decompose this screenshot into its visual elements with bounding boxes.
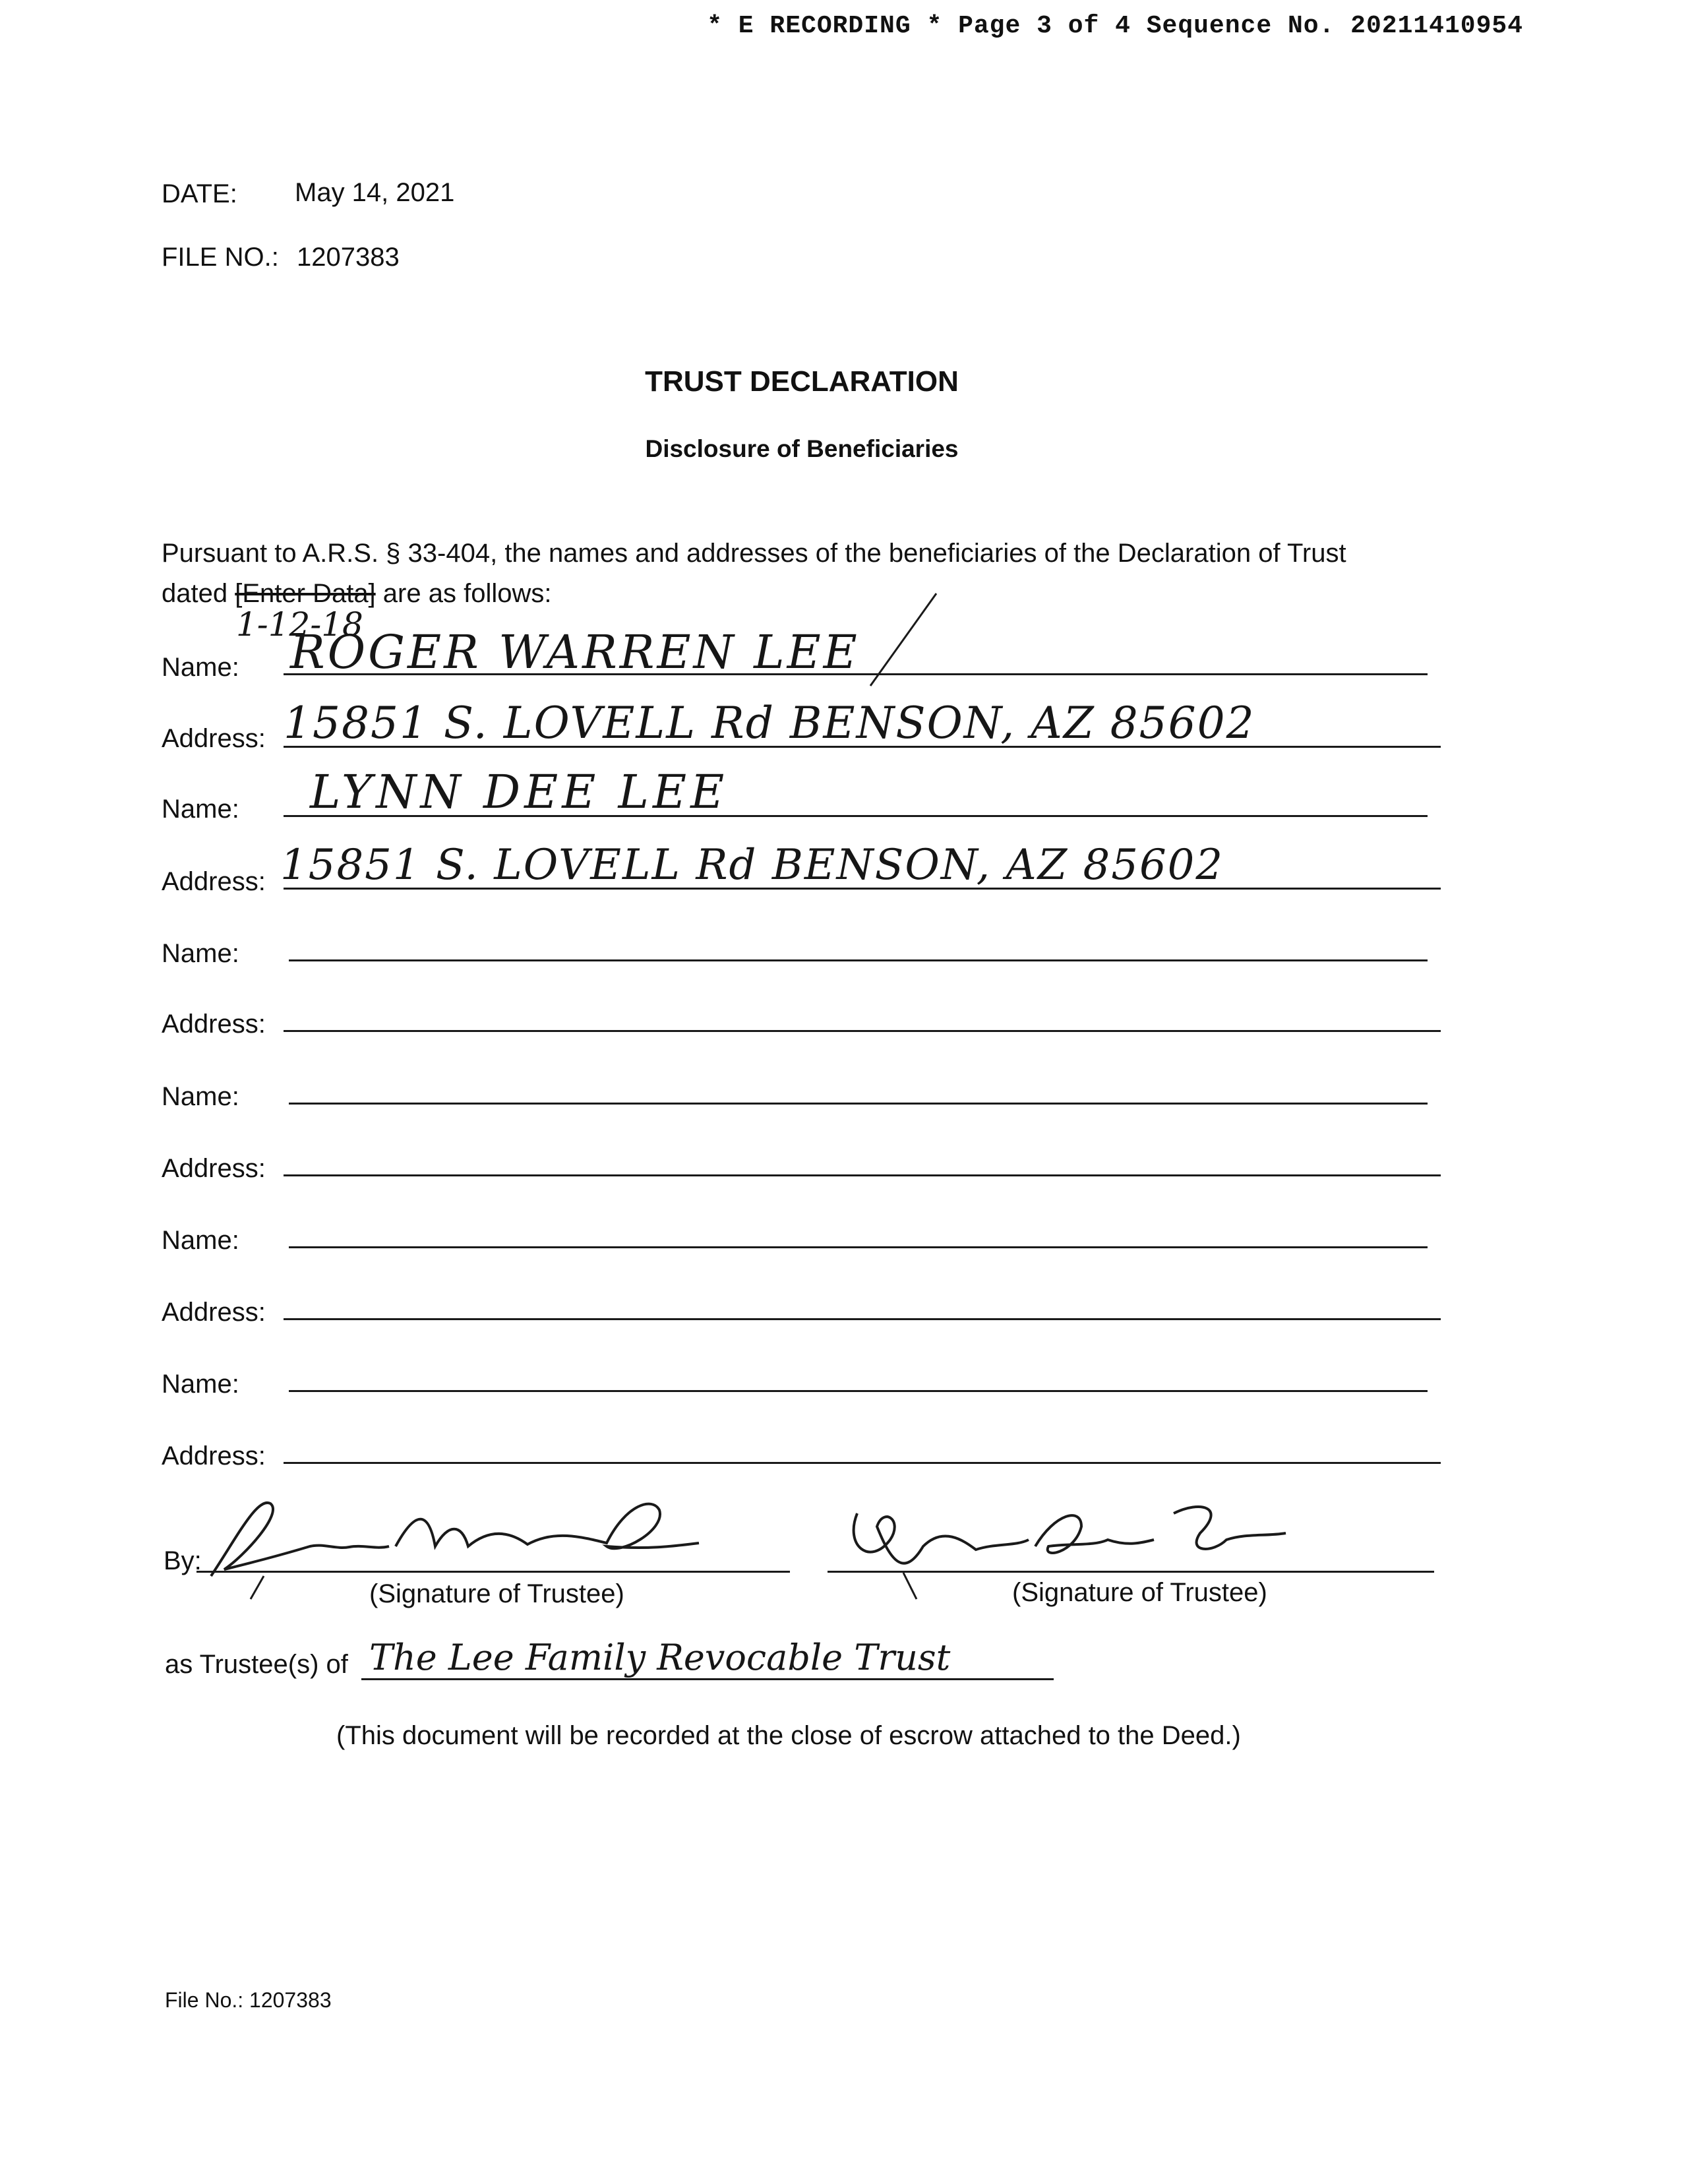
by-label: By:: [164, 1546, 202, 1575]
beneficiary-2-name: LYNN DEE LEE: [310, 765, 729, 819]
recording-note: (This document will be recorded at the close of escrow attached to the Deed.): [336, 1721, 1241, 1750]
beneficiary-4-address-label: Address:: [162, 1154, 266, 1183]
beneficiary-3-name-line[interactable]: [289, 959, 1428, 961]
beneficiary-6-address-label: Address:: [162, 1441, 266, 1471]
beneficiary-2-address: 15851 S. LOVELL Rd BENSON, AZ 85602: [280, 841, 1224, 890]
beneficiary-5-address-line[interactable]: [284, 1318, 1441, 1320]
beneficiary-6-address-line[interactable]: [284, 1462, 1441, 1464]
left-signature-caption: (Signature of Trustee): [369, 1579, 624, 1608]
right-signature-caption: (Signature of Trustee): [1012, 1578, 1267, 1607]
right-signature-text: [0, 0, 4, 1]
document-title: TRUST DECLARATION: [645, 365, 959, 398]
beneficiary-5-name-label: Name:: [162, 1226, 239, 1255]
beneficiary-6-name-line[interactable]: [289, 1390, 1428, 1392]
document-subtitle: Disclosure of Beneficiaries: [645, 435, 959, 462]
pen-stroke: [857, 587, 950, 692]
file-no-value: 1207383: [297, 243, 400, 272]
trust-name: The Lee Family Revocable Trust: [369, 1637, 951, 1678]
date-value: May 14, 2021: [295, 178, 455, 207]
beneficiary-3-address-label: Address:: [162, 1010, 266, 1039]
beneficiary-3-name-label: Name:: [162, 939, 239, 968]
beneficiary-3-address-line[interactable]: [284, 1030, 1441, 1032]
beneficiary-5-name-line[interactable]: [289, 1246, 1428, 1248]
beneficiary-1-name: ROGER WARREN LEE: [290, 625, 860, 679]
struck-placeholder: [Enter Data]: [235, 579, 376, 608]
footer-file-no: [165, 1988, 332, 2013]
footer-file-label: File No.:: [165, 1988, 244, 2012]
trust-name-line[interactable]: [361, 1678, 1054, 1680]
date-label: DATE:: [162, 179, 237, 208]
footer-file-value: 1207383: [249, 1988, 332, 2012]
dated-label: dated: [162, 579, 228, 608]
beneficiary-4-name-line[interactable]: [289, 1103, 1428, 1105]
recording-header: * E RECORDING * Page 3 of 4 Sequence No. 20211410954: [707, 12, 1523, 40]
beneficiary-4-name-label: Name:: [162, 1082, 239, 1111]
intro-second-line: [162, 579, 551, 609]
beneficiary-1-address: 15851 S. LOVELL Rd BENSON, AZ 85602: [284, 698, 1255, 748]
follows-label: are as follows:: [382, 579, 552, 608]
beneficiary-2-name-label: Name:: [162, 795, 239, 824]
beneficiary-1-address-label: Address:: [162, 724, 266, 753]
beneficiary-2-address-label: Address:: [162, 867, 266, 896]
handwritten-trust-date: 1-12-18: [236, 605, 363, 644]
beneficiary-4-address-line[interactable]: [284, 1174, 1441, 1176]
beneficiary-5-address-label: Address:: [162, 1298, 266, 1327]
trustees-label: as Trustee(s) of: [165, 1650, 348, 1679]
intro-text: Pursuant to A.R.S. § 33-404, the names and addresses of the beneficiaries of the Declaration of Trust: [162, 539, 1346, 568]
beneficiary-1-name-label: Name:: [162, 653, 239, 682]
file-no-label: FILE NO.:: [162, 243, 279, 272]
beneficiary-6-name-label: Name:: [162, 1370, 239, 1399]
